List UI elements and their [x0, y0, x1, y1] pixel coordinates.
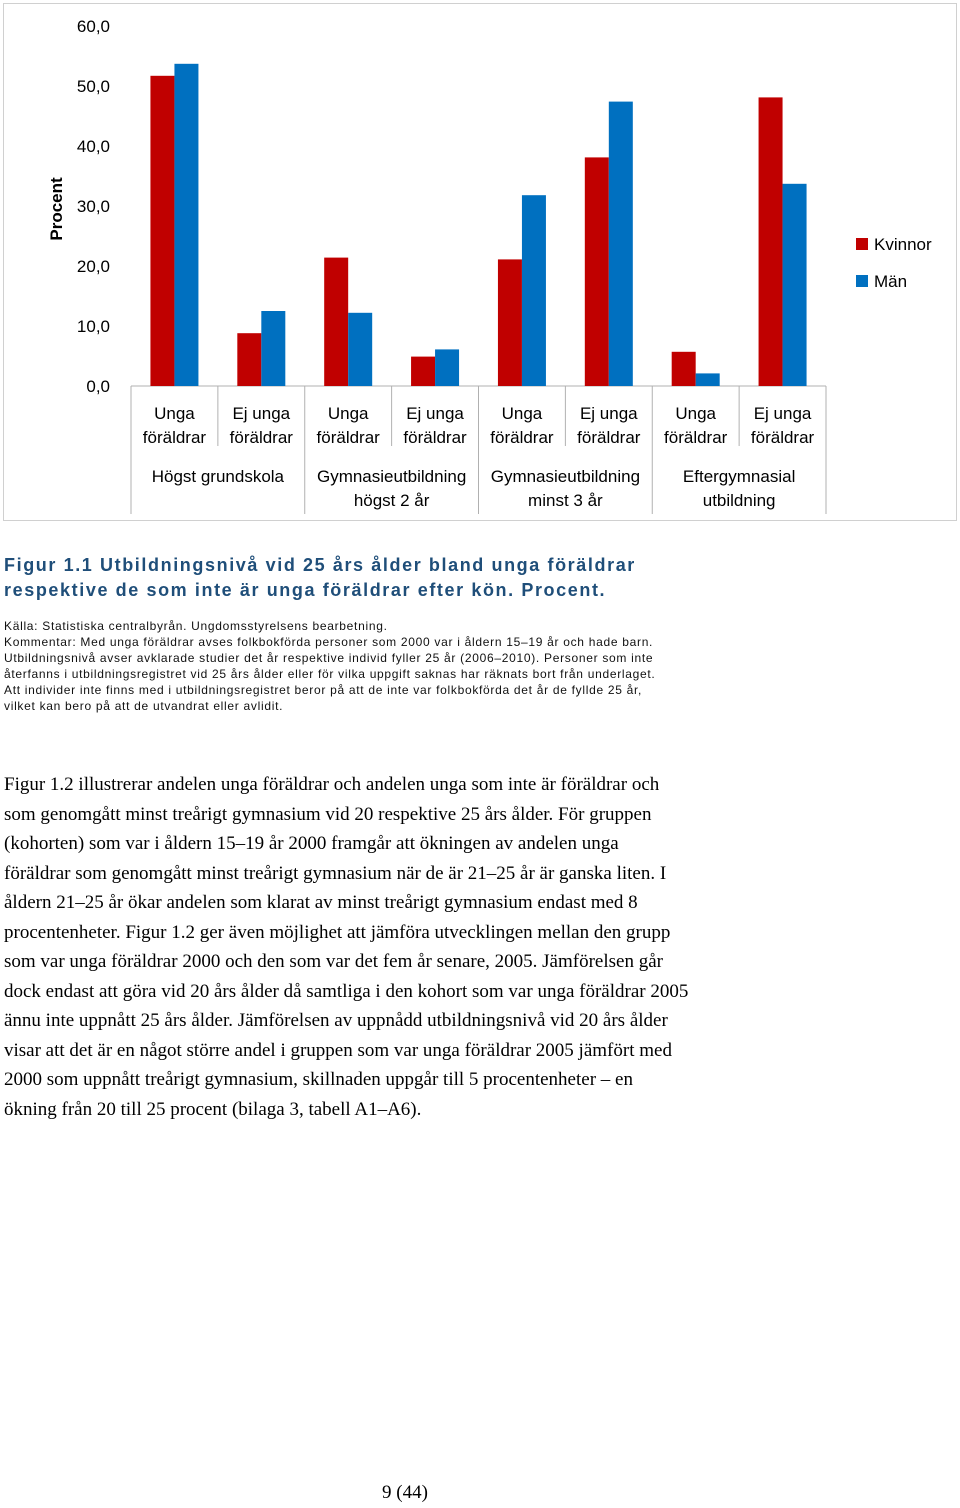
x-tick-label: Unga [501, 404, 543, 423]
bar-chart [4, 4, 956, 520]
body-line: åldern 21–25 år ökar andelen som klarat av minst treårigt gymnasium endast med 8 [4, 892, 638, 913]
x-tick-label: föräldrar [229, 428, 293, 447]
x-tick-label: föräldrar [577, 428, 641, 447]
legend-swatch-man [856, 275, 868, 287]
group-label: Gymnasieutbildning [316, 467, 467, 486]
legend-label-man: Män [874, 272, 908, 291]
x-tick-label: föräldrar [142, 428, 207, 447]
body-line: procentenheter. Figur 1.2 ger även möjlighet att jämföra utvecklingen mellan den grupp [4, 921, 671, 943]
x-tick-label: Unga [327, 404, 369, 423]
group-label: högst 2 år [353, 491, 430, 510]
bar-man [609, 102, 633, 386]
chart-container [3, 3, 957, 521]
figure-source: Källa: Statistiska centralbyrån. Ungdomsstyrelsens bearbetning. [4, 619, 388, 633]
body-line: ökning från 20 till 25 procent (bilaga 3, tabell A1–A6). [4, 1098, 422, 1120]
x-tick-label: Ej unga [579, 404, 638, 423]
y-tick-label: 0,0 [86, 377, 110, 396]
body-line: dock endast att göra vid 20 års ålder då samtliga i den kohort som var unga föräldrar 2005 [4, 980, 689, 1002]
body-line: som genomgått minst treårigt gymnasium vid 20 respektive 25 års ålder. För gruppen [4, 803, 652, 825]
bar-kvinnor [759, 97, 783, 386]
bar-kvinnor [150, 76, 174, 386]
legend-swatch-kvinnor [856, 238, 868, 250]
x-tick-label: föräldrar [403, 428, 467, 447]
bar-kvinnor [411, 357, 435, 386]
bar-man [783, 184, 807, 386]
body-line: 2000 som uppnått treårigt gymnasium, skillnaden uppgår till 5 procentenheter – en [4, 1069, 633, 1090]
y-tick-label: 50,0 [76, 77, 110, 96]
x-tick-label: Ej unga [406, 404, 464, 423]
x-tick-label: Unga [675, 404, 717, 423]
bar-man [174, 64, 198, 386]
y-tick-label: 30,0 [76, 197, 110, 216]
x-tick-label: föräldrar [316, 428, 380, 447]
figure-note-line: vilket kan bero på att de utvandrat eller avlidit. [4, 699, 284, 713]
y-tick-label: 60,0 [76, 17, 110, 36]
figure-caption-title-line: respektive de som inte är unga föräldrar efter kön. Procent. [4, 580, 607, 600]
legend [856, 235, 932, 291]
y-axis-label: Procent [47, 177, 66, 241]
bar-man [261, 311, 285, 386]
legend-label-kvinnor: Kvinnor [874, 235, 932, 254]
group-label: Gymnasieutbildning [490, 467, 641, 486]
y-tick-label: 10,0 [76, 317, 110, 336]
figure-note-line: Att individer inte finns med i utbildningsregistret beror på att de inte var folkbokförda det år de fyllde 25 år, [4, 683, 643, 697]
bar-man [348, 313, 372, 386]
bar-man [696, 373, 720, 386]
bar-kvinnor [237, 333, 261, 386]
body-line: ännu inte uppnått 25 års ålder. Jämförelsen av uppnådd utbildningsnivå vid 20 års ålder [4, 1010, 668, 1031]
bar-kvinnor [585, 157, 609, 386]
body-line: visar att det är en något större andel i gruppen som var unga föräldrar 2005 jämfört med [4, 1039, 672, 1061]
body-line: Figur 1.2 illustrerar andelen unga föräldrar och andelen unga som inte är föräldrar och [4, 774, 660, 795]
figure-caption-title-line: Figur 1.1 Utbildningsnivå vid 25 års ålder bland unga föräldrar [4, 555, 636, 575]
bar-kvinnor [672, 352, 696, 386]
group-label: Eftergymnasial [682, 467, 796, 486]
x-tick-label: Unga [154, 404, 195, 423]
x-tick-label: föräldrar [664, 428, 728, 447]
figure-notes [4, 618, 944, 714]
x-tick-label: Ej unga [232, 404, 291, 423]
page-number: 9 (44) [382, 1482, 428, 1503]
bar-kvinnor [324, 258, 348, 386]
figure-note-line: återfanns i utbildningsregistret vid 25 års ålder eller för vilka uppgift saknas har räknats bort från underlaget. [4, 667, 656, 681]
x-tick-label: föräldrar [490, 428, 554, 447]
group-label: Högst grundskola [151, 467, 285, 486]
figure-caption-title [4, 553, 934, 603]
group-label: minst 3 år [528, 491, 603, 510]
body-line: (kohorten) som var i åldern 15–19 år 2000 framgår att ökningen av andelen unga [4, 833, 619, 854]
y-tick-label: 40,0 [76, 137, 110, 156]
group-label: utbildning [702, 491, 776, 510]
x-tick-label: föräldrar [750, 428, 815, 447]
bar-kvinnor [498, 259, 522, 386]
figure-note-line: Utbildningsnivå avser avklarade studier det år respektive individ fyller 25 år (2006–2010). Personer som inte [4, 651, 654, 665]
body-paragraph [4, 770, 944, 1124]
y-tick-label: 20,0 [76, 257, 110, 276]
body-line: föräldrar som genomgått minst treårigt gymnasium när de är 21–25 år är ganska liten. I [4, 862, 667, 884]
bar-man [522, 195, 546, 386]
body-line: som var unga föräldrar 2000 och den som var det fem år senare, 2005. Jämförelsen går [4, 951, 663, 972]
figure-note-line: Kommentar: Med unga föräldrar avses folkbokförda personer som 2000 var i åldern 15–19 år och hade barn. [4, 635, 654, 649]
x-tick-label: Ej unga [753, 404, 812, 423]
bar-man [435, 349, 459, 386]
